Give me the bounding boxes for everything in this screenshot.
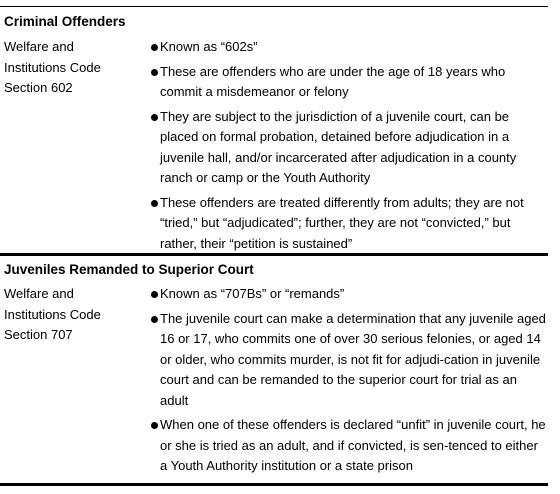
bullet-item bbox=[150, 107, 548, 189]
bullet-dot-icon bbox=[151, 114, 158, 121]
bullet-text: Known as “602s” bbox=[160, 39, 258, 54]
bullet-item bbox=[150, 62, 548, 103]
law-line: Welfare and bbox=[4, 39, 74, 54]
section-divider-rule bbox=[0, 253, 548, 256]
bullet-dot-icon bbox=[151, 422, 158, 429]
section-title-criminal-offenders: Criminal Offenders bbox=[4, 14, 126, 29]
law-line: Section 602 bbox=[4, 80, 73, 95]
bullet-text: They are subject to the jurisdiction of a juvenile court, can be placed on formal probation, detained before adjudication in a juvenile hall, and/or incarcerated after adjudication in a county ranch or camp or the Youth Authority bbox=[160, 108, 517, 185]
law-reference-707 bbox=[4, 284, 144, 346]
bullet-text: The juvenile court can make a determination that any juvenile aged 16 or 17, who commits one of over 30 serious felonies, or aged 14 or older, who commits murder, is not fit for adjudi-cation in juvenile court and can be remanded to the superior court for trial as an adult bbox=[160, 310, 546, 408]
law-line: Institutions Code bbox=[4, 59, 101, 75]
law-line: Section 707 bbox=[4, 327, 73, 342]
bullet-text: Known as “707Bs” or “remands” bbox=[160, 286, 345, 301]
bullet-dot-icon bbox=[151, 291, 158, 298]
bullet-text: These offenders are treated differently from adults; they are not “tried,” but “adjudicated”; further, they are not “convicted,” but rather, their “petition is sustained” bbox=[160, 194, 524, 251]
bullet-item bbox=[150, 284, 548, 305]
section-title-juveniles-remanded: Juveniles Remanded to Superior Court bbox=[4, 262, 254, 277]
bullet-item bbox=[150, 193, 548, 255]
top-rule bbox=[0, 6, 548, 7]
bottom-rule bbox=[0, 483, 548, 486]
law-line: Institutions Code bbox=[4, 306, 101, 322]
bullet-item bbox=[150, 37, 548, 58]
law-reference-602 bbox=[4, 37, 144, 99]
law-line: Welfare and bbox=[4, 286, 74, 301]
bullet-text: These are offenders who are under the age of 18 years who commit a misdemeanor or felony bbox=[160, 63, 506, 99]
bullet-item bbox=[150, 309, 548, 412]
bullet-text: When one of these offenders is declared “unfit” in juvenile court, he or she is tried as an adult, and if convicted, is sen-tenced to either a Youth Authority institution or a state prison bbox=[160, 417, 546, 473]
bullet-list-criminal-offenders bbox=[150, 37, 548, 258]
bullet-dot-icon bbox=[151, 316, 158, 323]
bullet-dot-icon bbox=[151, 200, 158, 207]
bullet-dot-icon bbox=[151, 44, 158, 51]
bullet-item bbox=[150, 415, 548, 477]
bullet-dot-icon bbox=[151, 69, 158, 76]
bullet-list-juveniles-remanded bbox=[150, 284, 548, 481]
